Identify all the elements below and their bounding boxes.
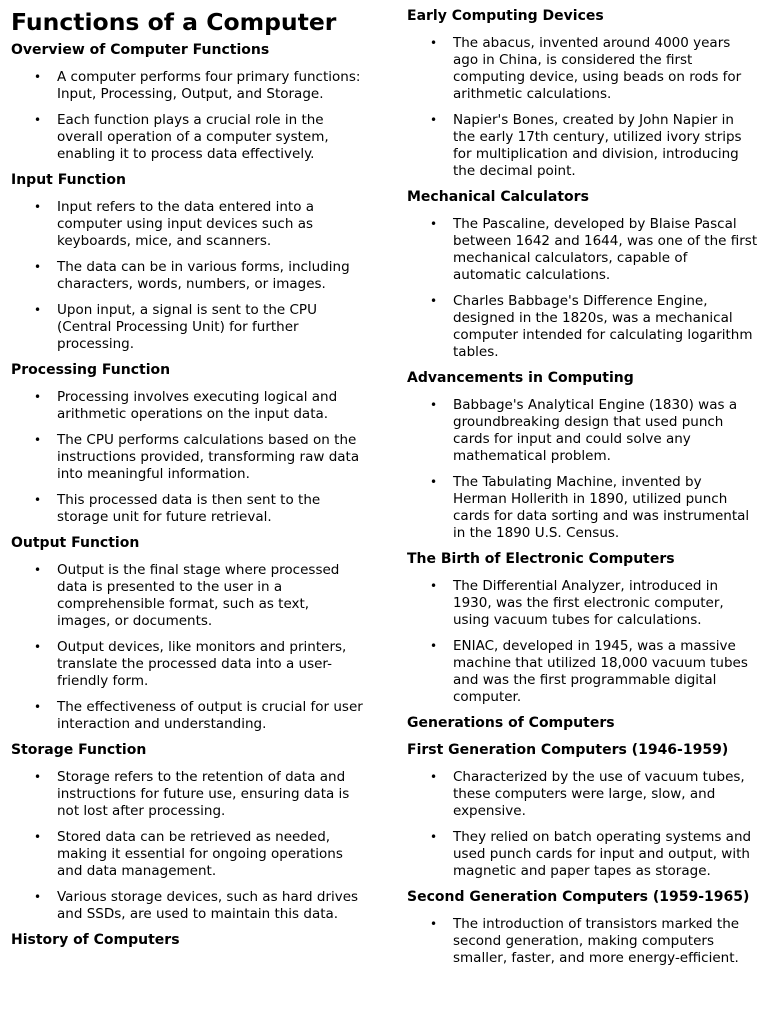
section-heading: Processing Function: [11, 362, 171, 378]
bullet-dot-icon: •: [430, 770, 438, 784]
bullet-list: [11, 562, 363, 733]
bullet-item: [11, 69, 363, 103]
bullet-dot-icon: •: [34, 113, 42, 127]
section-the-birth-of-electronic-computers: [407, 551, 759, 706]
bullet-dot-icon: •: [34, 260, 42, 274]
bullet-dot-icon: •: [430, 830, 438, 844]
bullet-text: Each function plays a crucial role in the overall operation of a computer system, enabling it to process data effectively.: [57, 112, 329, 162]
bullet-list: [11, 199, 363, 353]
bullet-item: [407, 35, 759, 103]
bullet-item: [11, 112, 363, 163]
bullet-dot-icon: •: [34, 640, 42, 654]
bullet-dot-icon: •: [34, 493, 42, 507]
section-early-computing-devices: [407, 8, 759, 180]
bullet-item: [11, 389, 363, 423]
bullet-text: Input refers to the data entered into a computer using input devices such as keyboards, mice, and scanners.: [57, 199, 315, 249]
bullet-item: [407, 769, 759, 820]
bullet-dot-icon: •: [34, 390, 42, 404]
bullet-list: [11, 69, 363, 163]
bullet-text: The Differential Analyzer, introduced in 1930, was the first electronic computer, using vacuum tubes for calculations.: [453, 578, 724, 628]
bullet-list: [407, 397, 759, 542]
bullet-item: [11, 562, 363, 630]
bullet-item: [407, 397, 759, 465]
bullet-item: [407, 293, 759, 361]
right-column: [407, 0, 759, 976]
bullet-item: [11, 769, 363, 820]
bullet-item: [11, 889, 363, 923]
section-heading: History of Computers: [11, 932, 180, 948]
bullet-text: ENIAC, developed in 1945, was a massive machine that utilized 18,000 vacuum tubes and was the first programmable digital computer.: [453, 638, 748, 705]
bullet-dot-icon: •: [34, 200, 42, 214]
bullet-dot-icon: •: [34, 700, 42, 714]
section-heading: Input Function: [11, 172, 126, 188]
page-title: Functions of a Computer: [11, 8, 337, 36]
bullet-item: [407, 578, 759, 629]
bullet-text: This processed data is then sent to the storage unit for future retrieval.: [57, 492, 321, 525]
bullet-dot-icon: •: [430, 113, 438, 127]
bullet-dot-icon: •: [34, 70, 42, 84]
bullet-list: [407, 578, 759, 706]
bullet-text: A computer performs four primary functions: Input, Processing, Output, and Storage.: [57, 69, 361, 102]
bullet-item: [407, 638, 759, 706]
bullet-dot-icon: •: [430, 36, 438, 50]
bullet-text: Storage refers to the retention of data and instructions for future use, ensuring data is not lost after processing.: [57, 769, 350, 819]
bullet-dot-icon: •: [430, 579, 438, 593]
bullet-text: Babbage's Analytical Engine (1830) was a groundbreaking design that used punch cards for input and could solve any mathematical problem.: [453, 397, 738, 464]
bullet-dot-icon: •: [430, 639, 438, 653]
bullet-list: [407, 35, 759, 180]
bullet-list: [407, 916, 759, 967]
bullet-dot-icon: •: [430, 917, 438, 931]
section-heading: Output Function: [11, 535, 140, 551]
section-heading: Mechanical Calculators: [407, 189, 589, 205]
bullet-item: [11, 492, 363, 526]
section-advancements-in-computing: [407, 370, 759, 542]
bullet-dot-icon: •: [34, 890, 42, 904]
bullet-dot-icon: •: [430, 398, 438, 412]
bullet-text: Characterized by the use of vacuum tubes, these computers were large, slow, and expensive.: [453, 769, 745, 819]
bullet-text: Output is the final stage where processed data is presented to the user in a comprehensible format, such as text, images, or documents.: [57, 562, 340, 629]
bullet-item: [407, 829, 759, 880]
bullet-text: Stored data can be retrieved as needed, making it essential for ongoing operations and data management.: [57, 829, 343, 879]
bullet-dot-icon: •: [34, 303, 42, 317]
section-heading: The Birth of Electronic Computers: [407, 551, 675, 567]
bullet-dot-icon: •: [430, 294, 438, 308]
bullet-text: Napier's Bones, created by John Napier in the early 17th century, utilized ivory strips for multiplication and division, introducing the decimal point.: [453, 112, 742, 179]
bullet-text: They relied on batch operating systems and used punch cards for input and output, with magnetic and paper tapes as storage.: [453, 829, 752, 879]
section-heading: Storage Function: [11, 742, 147, 758]
bullet-dot-icon: •: [430, 217, 438, 231]
bullet-item: [11, 199, 363, 250]
section-second-generation-computers-1959-1965: [407, 889, 759, 967]
bullet-item: [11, 259, 363, 293]
bullet-item: [11, 829, 363, 880]
bullet-text: Various storage devices, such as hard drives and SSDs, are used to maintain this data.: [57, 889, 359, 922]
bullet-item: [11, 639, 363, 690]
bullet-dot-icon: •: [34, 433, 42, 447]
section-heading: Second Generation Computers (1959-1965): [407, 889, 750, 905]
section-overview-of-computer-functions: [11, 42, 363, 163]
section-input-function: [11, 172, 363, 353]
bullet-item: [407, 216, 759, 284]
bullet-list: [11, 389, 363, 526]
section-generations-of-computers: [407, 715, 759, 732]
section-processing-function: [11, 362, 363, 526]
section-heading: Early Computing Devices: [407, 8, 604, 24]
bullet-text: Upon input, a signal is sent to the CPU (Central Processing Unit) for further processing.: [57, 302, 317, 352]
bullet-text: The data can be in various forms, including characters, words, numbers, or images.: [57, 259, 350, 292]
right-sections: [407, 8, 759, 967]
bullet-item: [407, 474, 759, 542]
bullet-text: The Tabulating Machine, invented by Herman Hollerith in 1890, utilized punch cards for data sorting and was instrumental in the 1890 U.S. Census.: [453, 474, 750, 541]
bullet-list: [407, 769, 759, 880]
section-heading: Overview of Computer Functions: [11, 42, 270, 58]
left-sections: [11, 42, 363, 949]
section-output-function: [11, 535, 363, 733]
bullet-list: [11, 769, 363, 923]
bullet-item: [11, 302, 363, 353]
section-heading: First Generation Computers (1946-1959): [407, 742, 729, 758]
bullet-dot-icon: •: [34, 770, 42, 784]
bullet-text: The abacus, invented around 4000 years ago in China, is considered the first computing device, using beads on rods for arithmetic calculations.: [453, 35, 742, 102]
left-column: [11, 0, 363, 959]
bullet-text: The CPU performs calculations based on the instructions provided, transforming raw data into meaningful information.: [57, 432, 360, 482]
bullet-dot-icon: •: [34, 830, 42, 844]
bullet-text: Processing involves executing logical and arithmetic operations on the input data.: [57, 389, 338, 422]
bullet-dot-icon: •: [430, 475, 438, 489]
bullet-text: Charles Babbage's Difference Engine, designed in the 1820s, was a mechanical computer intended for calculating logarithm tables.: [453, 293, 753, 360]
section-first-generation-computers-1946-1959: [407, 742, 759, 880]
bullet-text: The Pascaline, developed by Blaise Pascal between 1642 and 1644, was one of the first mechanical calculators, capable of automatic calculations.: [453, 216, 758, 283]
section-heading: Advancements in Computing: [407, 370, 634, 386]
section-storage-function: [11, 742, 363, 923]
bullet-text: The effectiveness of output is crucial for user interaction and understanding.: [57, 699, 363, 732]
bullet-item: [407, 916, 759, 967]
bullet-text: The introduction of transistors marked the second generation, making computers smaller, faster, and more energy-efficient.: [453, 916, 740, 966]
bullet-item: [407, 112, 759, 180]
section-mechanical-calculators: [407, 189, 759, 361]
bullet-text: Output devices, like monitors and printers, translate the processed data into a user-friendly form.: [57, 639, 347, 689]
section-history-of-computers: [11, 932, 363, 949]
bullet-item: [11, 699, 363, 733]
bullet-list: [407, 216, 759, 361]
bullet-dot-icon: •: [34, 563, 42, 577]
section-heading: Generations of Computers: [407, 715, 615, 731]
bullet-item: [11, 432, 363, 483]
